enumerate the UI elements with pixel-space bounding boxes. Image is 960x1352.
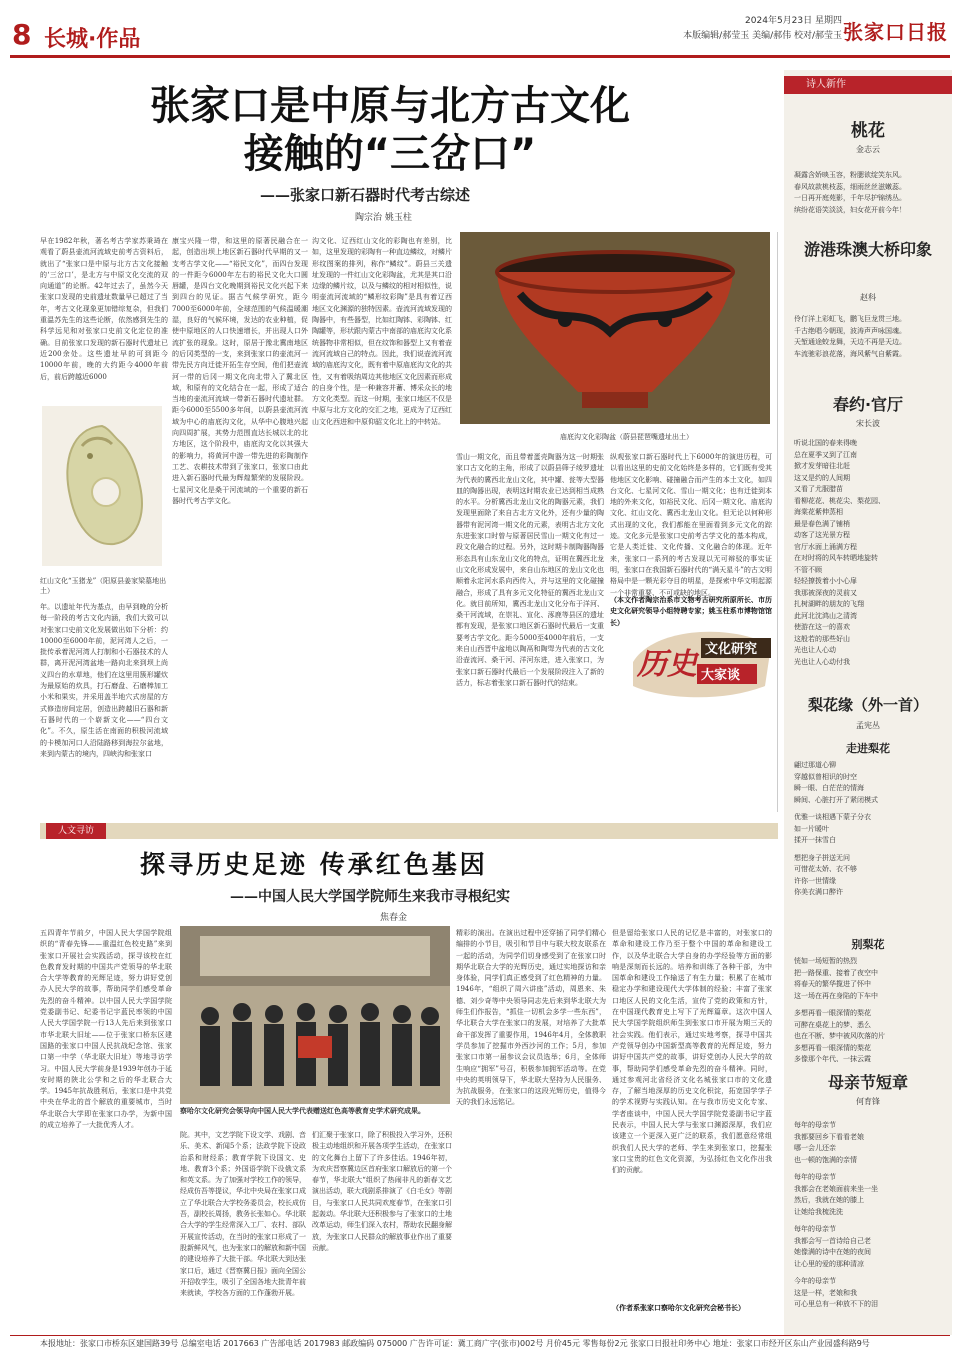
poem-line: 许你一世情缘 [794, 876, 836, 885]
logo-discussion-text: 大家谈 [701, 668, 741, 683]
poem-line: 轻轻撩拨着小小心扉 [794, 577, 857, 585]
logo-culture-research-text: 文化研究 [705, 642, 758, 657]
article-title [90, 82, 690, 178]
poem-line: 光也让人心动付我 [794, 657, 850, 666]
poem-line: 揉开一抹雪白 [794, 836, 836, 844]
section-tab-label: 人文寻访 [46, 823, 106, 839]
poetry-sidebar [784, 70, 952, 1335]
poem-line: 也一顿的饱满的亲情 [794, 1155, 857, 1164]
article2-column-3: 们汇聚于张家口，除了积极投入学习外，还积极主动地组织和开展各项学生活动，在张家口的文化舞台上留下了许多佳话。1946年初，为欢庆晋察冀边区首府张家口解放后的第一个春节，华北联大“组织了热闹非凡的新春文艺演出活动，联大戏剧系排演了《白毛女》等剧目，与张家口人民共同欢度春节，在张家口引起轰动。华北联大还积极参与了张家口的土地改革运动，师生们深入农村，帮助农民翻身解放，为张家口人民群众的解放事业作出了重要贡献。 [312, 1131, 452, 1252]
header-rule [10, 55, 950, 58]
poem-line: 伶仃洋上彩虹飞，鹏飞巨龙贯三地。 [794, 315, 906, 323]
poem-line: 车流驰彩浪花落，海风紫气自紫霞。 [794, 349, 906, 358]
article-column-4: 雪山一期文化，而且带着蛋壳陶器为这一时期张家口古文化的主角，形成了以蔚县筛子绫罗遗址为代表的冀西北龙山文化，其中罐、瓮等大型器皿的陶器出现，表明这时期农业已达到相当成熟的水平。分析冀西北龙山文化的陶器元素，我们发现里面除了来自古北方文化外，还有少量的陶器带有泥河湾一期文化的元素，表明古北方文化东进张家口时曾与原著居民雪山一期文化有过一段文化融合的过程。另外，这时期卡制陶器陶器形态具有山东龙山文化的特点，证明在冀西北龙山文化形成发展中，来自山东地区的龙山文化也顺着永定河水系向西传入，并与这里的文化碰撞融合，形成了具有多元文化特征的冀西北龙山文化。就目前所知，冀西北龙山文化分布于洋河、桑干河流域，在崇礼、宣化、涿鹿等县区的遗址都有发现，是张家口地区新石器时代最后一支重要考古学文化。距今5000至4000年前后，一支来自山西晋中盆地以陶鬲和陶斝为代表的古文化沿壶流河、桑干河、洋河东进，进入张家口，为张家口新石器时代最后一个发展阶段注入了新的活力，标志着张家口新石器时代的结束。 [456, 453, 604, 687]
poem-line: 动客了这光景方程 [794, 531, 850, 539]
poem-line: 翩过那道心铆 [794, 761, 836, 769]
article-author-note: （本文作者陶宗治系市文物考古研究所原所长、市历史文化研究领导小组特聘专家；姚玉柱系市博物馆馆长） [610, 595, 772, 627]
poem-author: 金志云 [856, 145, 880, 154]
article-title-line2: 接触的“三岔口” [243, 131, 537, 177]
poem-body [794, 314, 944, 360]
poem-line: 每年的母亲节 [794, 1225, 836, 1233]
article2-author: 焦春金 [380, 913, 408, 923]
article2-column-5: 但是留给张家口人民的记忆是丰富的，对张家口的革命和建设工作乃至于整个中国的革命和建设工作，以及华北联合大学自身的办学经验等方面的影响是深刻而长远的。培养和训练了各种干部，为中国革命和建设工作输送了有生力量；积累了在城市稳定办学和建设现代大学体制的经验；丰富了张家口地区人民的文化生活，宣传了党的政策和方针，在中国现代教育史上写下了光辉篇章。这次中国人民大学国学院组织师生到张家口市开展为期三天的社会实践。他们表示，通过实地考察，探寻中国共产党领导创办中国新型高等教育的光辉足迹，努力讲好中国共产党的故事，讲好党创办人民大学的故事，帮助同学们感受革命先烈的奋斗精神。同时，通过参观河北省经济文化名城张家口市的文化遗存，了解当地深厚的历史文化积淀，拓宽国学学子的学术视野与实践认知。在与我市历史文化专家、学者座谈中，中国人民大学国学院党委副书记宇蓝民表示，中国人民大学与张家口渊源深厚，我们应该建立一个更深入更广泛的联系，我们愿意经常组织我们人民大学的老师、学生来到张家口，挖掘张家口宝贵的红色文化资源，为弘扬红色文化作出我们的贡献。 [612, 929, 772, 1175]
poem-line: 凝露含娇映玉容，粉腮欲绽笑东风。 [794, 171, 906, 179]
issue-date: 2024年5月23日 星期四 [745, 16, 842, 26]
poem-line: 多想再看一眼深情的梨花 [794, 1043, 871, 1052]
poem-line: 可醉在桌花上的梦、悉么 [794, 1020, 871, 1029]
group-photo-caption: 察哈尔文化研究会领导向中国人民大学代表赠送红色高等教育史学术研究成果。 [180, 1106, 425, 1115]
poem-line: 每年的母亲节 [794, 1173, 836, 1181]
jade-pig-dragon-photo [42, 406, 162, 566]
article2-column-2: 院。其中，文艺学院下设文学、戏剧、音乐、美术、新闻5个系；法政学院下设政治系和财经系；教育学院下设国文、史地、教育3个系；外国语学院下设俄文系和英文系。为了加强对学校工作的领导，经成仿吾等提议，华北中央局在张家口成立了华北联合大学校务委员会，校长成仿吾，副校长周扬，教务长张如心。华北联合大学的学生经常深入工厂、农村、部队开展宣传活动，在当时的张家口形成了一股新鲜风气，也为张家口的解放和新中国的建设培养了大批干部。华北联大到达张家口后，通过《晋察冀日报》面向全国公开招收学生，吸引了全国各地大批青年前来就读，学校各方面的工作蓬勃开展。 [180, 1131, 306, 1298]
poem-line: 也在不断、梦中被风吹落的片 [794, 1032, 885, 1040]
poem-body [794, 760, 944, 899]
article2-column-4: 精彩的演出。在演出过程中还穿插了同学们精心编排的小节目，吸引和节目中与联大校友联系在一起的活动，为同学们切身感受到了在张家口时期华北联合大学的光辉历史，通过实地探访和亲身体验，同学们真正感受到了红色精神的力量。1946年，“组织了周六讲座”活动，周恩来、朱德、刘少奇等中央领导同志先后来到华北联大为师生们作报告，“抓住一切机会多学一些东西”，华北联合大学在张家口的发展，对培养了大批革命干部发挥了重要作用，1946年4月，全体教职学员参加了挖掘市外西沙河的工作；5月，参加张家口市第一届参议会议员选举；6月，全体师生响应“拥军”号召，积极参加拥军活动等。在党中央的英明领导下，华北联大坚持为人民服务、为抗战服务，在张家口的这段光辉历史，值得今天的我们永远铭记。 [456, 929, 606, 1107]
poem-line: 一日再开庭苑影，千年尽护锦绣丛。 [794, 194, 906, 202]
poem-line: 看柳花花、桃花尖、梨花园、 [794, 496, 885, 505]
poem-line: 在对时将的风车转晒地旋转 [794, 554, 878, 562]
poem-line: 这一场在再在身陷的下车中 [794, 991, 878, 1000]
poem-line: 然后，我就在她的膝上 [794, 1196, 864, 1204]
poem-body [794, 438, 944, 668]
poem-line: 使游在这一的喜欢 [794, 623, 850, 631]
article2-subtitle: ——中国人民大学国学院师生来我市寻根纪实 [230, 889, 510, 905]
article-column-2: 康宝兴隆一带，和这里的原著民融合在一起，创造出坝上地区新石器时代早期的又一支考古学文化——“裕民文化”，而四台发现的一件距今6000年左右的裕民文化大口圆唇罐，是四台文化晚期到裕民文化兴起下来到四台的见证。据古气候学研究，距今7000至6000年前，全球范围的气候温暖潮湿，良好的气候环境，发达的农业种植，促使中原地区的人口快速增长，并出现人口外流扩张的现象。这时，原居于豫北冀南地区的后冈类型的一支，来到张家口的壶流河一带先民方向迁徙开拓生存空间，他们把壶流河一带的后冈一期文化向北带入了冀北区域，和原有的文化结合在一起，形成了适合当地的壶流河流域一带新石器时代遗址群。距今6000至5500多年间，以蔚县壶流河流域为中心的庙底沟文化，从华中心腹地兴起向四周扩展，其势力范围直达长城以北的北方地区，这个阶段中，庙底沟文化以其强大的影响力，将黄河中游一带先进的彩陶制作工艺、农耕技术带到了张家口，张家口由此进入新石器时代最为辉煌繁荣的发展阶段。七星河文化是桑干河流域的一个重要的新石器时代考古学文化。 [172, 237, 308, 505]
article-subtitle: ——张家口新石器时代考古综述 [260, 186, 471, 204]
poem-line: 我都要回乡下看看老娘 [794, 1132, 864, 1141]
poem-line: 将春天的繁华揽进了怀中 [794, 980, 871, 988]
poem-line: 缤纷花语笑淡淡，妇女花开前今年！ [794, 205, 906, 214]
section-tab [40, 823, 778, 839]
footer-rule [10, 1335, 950, 1336]
poem-title: 梨花缘（外一首） [807, 696, 928, 714]
poem-subtitle: 别梨花 [851, 938, 885, 951]
pottery-photo-caption: 庙底沟文化彩陶盆（蔚县琵琶嘴遗址出土） [560, 433, 693, 441]
poem-line: 你美衣满口醉许 [794, 888, 843, 896]
poem-line: 哪一会儿还亲 [794, 1144, 836, 1152]
poem-line: 此河北沈鸿山之清湾 [794, 611, 857, 620]
article2-column-1: 五四青年节前夕，中国人民大学国学院组织的“青春先锋——重温红色校史路”来到张家口开展社会实践活动，探寻该校在红色教育发时期的中国共产党领导的华北联合大学等教育的光辉足迹，努力讲好党创办人民大学的故事，帮助同学们感受革命先烈的奋斗精神。以中国人民大学国学院党委副书记、纪委书记宇蓝民率领的中国人民大学国学院一行13人先后来到张家口市华北联大旧址——位于张家口桥东区建国路的张家口中国人民抗战纪念馆、张家口第一中学（华北联大旧址）等地寻访学习。中国人民大学前身是1939年创办于延安时期的陕北公学和之后的华北联合大学。1945年抗战胜利后，张家口是中共党中央在华北的首个解放的重要城市，当时华北联合大学即在张家口办学，为新中国的成立培养了一大批优秀人才。 [40, 929, 172, 1130]
poem-line: 每年的母亲节 [794, 1121, 836, 1129]
poem-line: 瞬一眼、白茫茫的情海 [794, 784, 864, 792]
poem-line: 不管不顾 [794, 565, 822, 574]
poem-author: 宋长波 [856, 419, 880, 428]
poem-line: 我都会写一首诗给自己老 [794, 1236, 871, 1245]
poem-line: 千古绝唱今朝现，波涛声声咏国魂。 [794, 326, 906, 335]
poem-line: 恍如一场短暂的热烈 [794, 957, 857, 965]
poem-line: 如一片暖叶 [794, 824, 829, 833]
editor-credits: 本版编辑/郝莹玉 美编/郝伟 校对/郝莹玉 [683, 31, 842, 41]
poem-title: 春约·官厅 [832, 395, 904, 414]
column-divider [777, 232, 778, 812]
logo-history-text: 历史 [637, 647, 697, 682]
article-column-1-bottom: 年。以遗址年代为基点，由早到晚的分析每一阶段的考古文化内涵，我们大致可以对张家口史前文化发展做出如下分析：约10000至6000年前，泥河湾人之后，一批传承着泥河湾人打制和小石器技术的人群，离开泥河湾盆地一路向北来到坝上尚义四台的水草地，他们在这里用簇形罐炊为最原始的炊具，打石磨盘、石磨棒加工小米和果实，并采用盖半地穴式房屋的方式修造房间定居，创造出跨越旧石器和新石器时代的一个崭新文化——“四台文化”。不久，原生活在南面的积极河流域的卡模加河口人沿陆路移到海拉尔盆地，来到内蒙古的境内，四峡沟和张家口 [40, 603, 168, 758]
poem-line: 瞬间、心脏打开了紧闭模式 [794, 795, 878, 804]
poem-line: 掀才发芽暗往北赶 [794, 462, 850, 470]
article-column-5: 纵观张家口新石器时代上下6000年的演进历程，可以看出这里的史前文化始终是多样的，它们既有受其他地区文化影响、碰撞融合而产生的本土文化，如四台文化、七星河文化、雪山一期文化；也有迁徙到本地的外来文化，如裕民文化、后冈一期文化、庙底沟文化、红山文化、冀西北龙山文化。但无论以何种形式出现的文化，我们都能在里面看到多元文化的踪迹。文化多元是张家口史前考古学文化的基本构成，它是人类迁徙、文化传播、文化融合的体现。近年来，张家口一系列的考古发现以无可辩驳的事实证明，张家口在我国新石器时代的“满天星斗”的古文明格局中是一颗光彩夺目的明星，是探索中华文明起源一个非常重要、不可或缺的地区。 [610, 453, 772, 597]
poem-line: 多想再看一眼深情的梨花 [794, 1009, 871, 1017]
article2-title: 探寻历史足迹 传承红色基因 [140, 850, 488, 879]
poem-line: 官厅水面上涌满方程 [794, 542, 857, 551]
poem-line: 这是一样，老娘和我 [794, 1288, 857, 1297]
poem-line: 优雅一谈相遇下蒙子分衣 [794, 813, 871, 821]
article-authors: 陶宗治 姚玉柱 [355, 213, 412, 223]
page-footer: 本报地址：张家口市桥东区建国路39号 总编室电话 2017663 广告部电话 2017983 邮政编码 075000 广告许可证：冀工商广字(张市)002号 月价45元 零售每份2元 张家口日报社印务中心 地址：张家口市经开区东山产业园盛科路9号 [40, 1339, 870, 1348]
page-header [0, 0, 960, 70]
poem-title: 母亲节短章 [827, 1073, 908, 1092]
poem-line: 这又是约的人间期 [794, 473, 850, 482]
poem-line: 多像那个年代、一抹云霞 [794, 1055, 871, 1063]
newspaper-masthead: 张家口日报 [843, 20, 948, 44]
poem-line: 总在夏季又到了江南 [794, 450, 857, 459]
poem-author: 何育锋 [856, 1097, 880, 1106]
poem-title: 桃花 [851, 121, 885, 141]
poem-title: 游港珠澳大桥印象 [803, 240, 932, 259]
poem-line: 穿越似曾相识的时空 [794, 772, 857, 781]
poem-line: 今年的母亲节 [794, 1277, 836, 1285]
section-name: 长城·作品 [44, 27, 141, 52]
page-number: 8 [12, 18, 32, 51]
poem-body [794, 1120, 944, 1311]
poem-line: 把一路保重、接着了夜空中 [794, 968, 878, 977]
jade-photo-caption: 红山文化“玉猪龙”（阳原县姜家梁墓地出土） [40, 577, 167, 595]
poem-line: 海棠花紫伸蒸相 [794, 508, 843, 516]
poem-line: 我都会在老娘面前来坐一坐 [794, 1184, 878, 1193]
article2-author-note: （作者系张家口察哈尔文化研究会秘书长） [612, 1303, 745, 1312]
poem-line: 天堑通途蛟龙舞，天边不再是天边。 [794, 338, 906, 346]
poem-body [794, 170, 944, 216]
poem-line: 春风故款桃枝蕊，细雨丝丝滋嫩蕊。 [794, 182, 906, 191]
poem-body [794, 956, 944, 1066]
poem-line: 最是春色满了铺梢 [794, 519, 850, 528]
poem-line: 我那被深夜的灵前又 [794, 588, 857, 597]
poem-author: 赵科 [860, 293, 876, 302]
poem-line: 又看了尤服腊苗 [794, 485, 843, 493]
poem-line: 可惜花太娇、衣不够 [794, 865, 857, 873]
history-culture-logo [625, 616, 775, 708]
poem-line: 这般若的那些好山 [794, 634, 850, 643]
poem-line: 让心里的爱的那种清凉 [794, 1259, 864, 1268]
poem-line: 可心里总有一种放不下的泪 [794, 1300, 878, 1308]
painted-pottery-basin-photo [460, 232, 770, 424]
poem-line: 扎树湖畔的朋友的飞翔 [794, 600, 864, 608]
poem-subtitle: 走进梨花 [846, 742, 890, 755]
poem-author: 孟宪丛 [856, 721, 880, 730]
article-title-line1: 张家口是中原与北方古文化 [150, 83, 630, 129]
poem-line: 听说北国的春来得晚 [794, 439, 857, 447]
article-column-1-top: 早在1982年秋，著名考古学家苏秉琦在观看了蔚县壶流河流域史前考古资料后，就出了“张家口是中原与北方古文化接触的‘三岔口’，是北方与中原文化交流的双向通道”的论断。42年过去了，虽然今天张家口发现的史前遗址数量早已超过了当年，考古文化现象更加错综复杂，但我们重温苏先生的这些论断，依然感到先生的科学远见和对张家口史前文化定位的准确。目前张家口发现的新石器时代遗址已近200余处。这些遗址早的可到距今10000年前，晚的大约距今4000年前后，前后跨越近6000 [40, 237, 168, 381]
sidebar-header: 诗人新作 [784, 76, 952, 94]
poem-line: 让她给我梳洗洗 [794, 1207, 843, 1216]
header-meta [683, 14, 842, 44]
article-column-3: 沟文化、辽西红山文化的彩陶也有差别，比如，这里发现的彩陶有一种直边鳞纹，对鳞片形纹图案的排列，称作“鳞纹”。蔚县三关遗址发现的一件红山文化彩陶盆，尤其是其口沿边缘的鳞片纹，以及与鳞纹的相对相似性，说明壶流河流域的“鳞形纹彩陶”是具有着辽西地区文化渊源的独特因素。壶流河流域发现的陶器中，有些器型，比如红陶钵、彩陶钵、红陶罐等，形状跟内蒙古中南部的庙底沟文化系统器物非常相似，但在纹饰和器型上又有着壶流河流域自己的特点。因此，我们说壶流河流域的庙底沟文化，既有着中原庙底沟文化的共性，又有着吸纳周边其他地区文化因素而形成的自身个性，是一种兼容并蓄、博采众长的地方文化类型。而这一时期，张家口地区不仅是中原与北方文化的交汇之地，更成为了辽西红山文化西进和中原仰韶文化北上的中转站。 [312, 237, 452, 426]
poem-line: 她像满的诗中在她的夜间 [794, 1248, 871, 1256]
poem-line: 光也让人心动 [794, 646, 836, 654]
poem-line: 想把身子拼送无问 [794, 853, 850, 862]
group-photo [180, 926, 450, 1104]
